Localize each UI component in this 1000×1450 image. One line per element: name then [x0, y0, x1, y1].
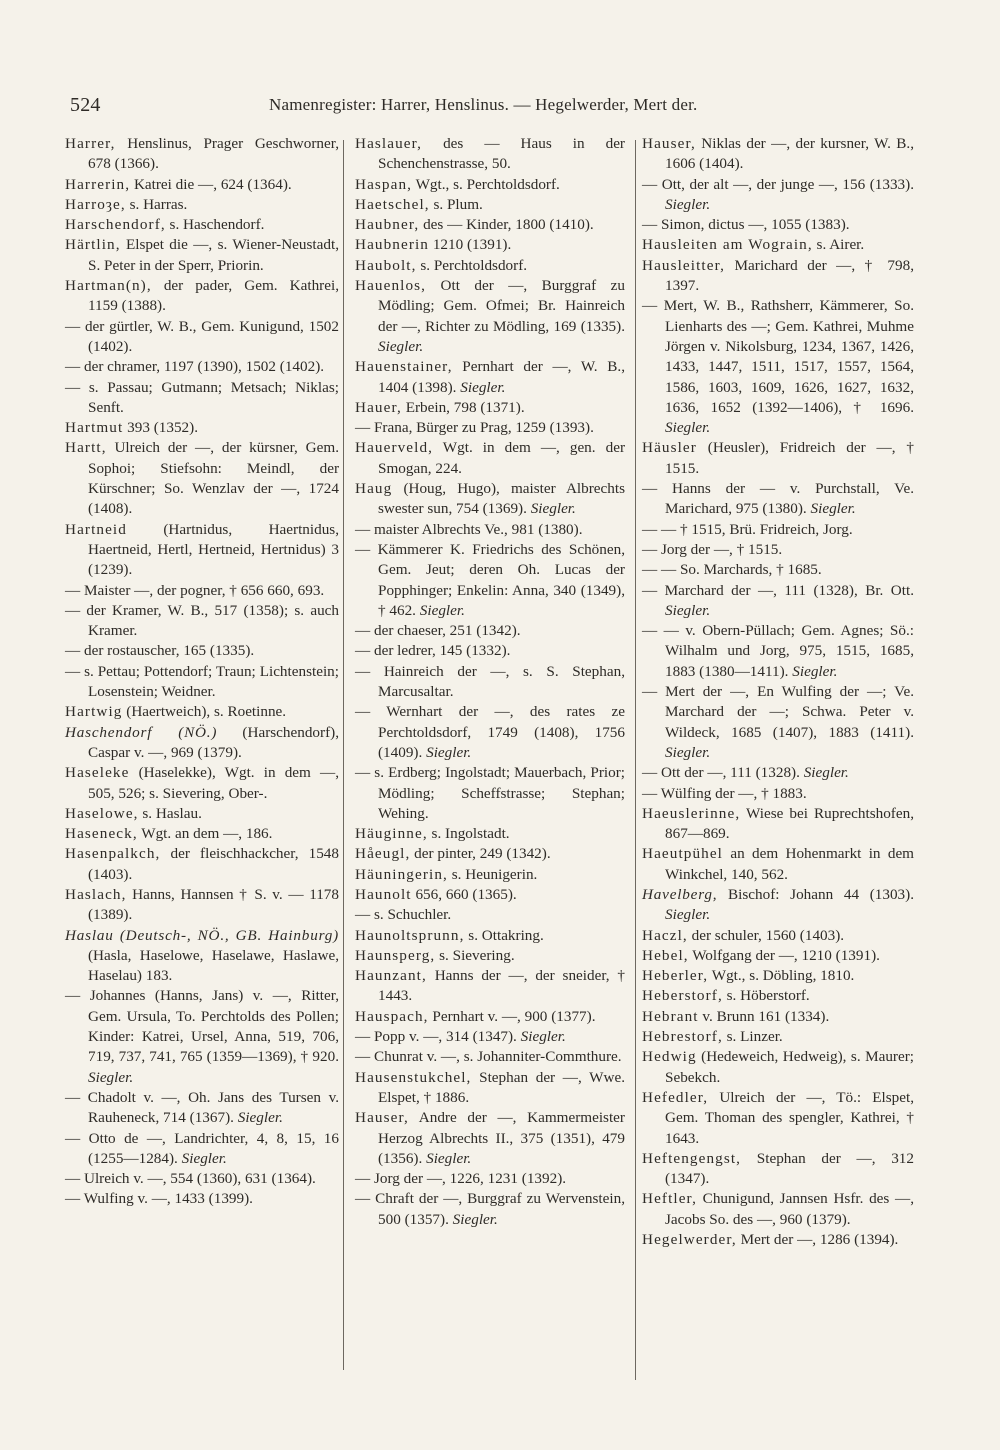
entry-text: — s. Pettau; Pottendorf; Traun; Lichtenstein; Losenstein; Weidner.	[65, 662, 339, 701]
entry-headword: Haslach,	[65, 885, 127, 903]
index-entry	[65, 195, 339, 215]
entry-text: — Chunrat v. —, s. Johanniter-Commthure.	[355, 1048, 622, 1066]
index-entry	[65, 357, 339, 377]
entry-text: Hanns der —, der sneider, † 1443.	[378, 967, 625, 1005]
index-entry	[65, 438, 339, 519]
index-entry	[355, 885, 625, 905]
entry-text: Andre der —, Kammermeister Herzog Albrechts II., 375 (1351), 479 (1356).	[378, 1109, 625, 1167]
index-entry	[355, 357, 625, 398]
entry-text: s. Perchtoldsdorf.	[416, 256, 528, 274]
index-entry	[355, 276, 625, 357]
index-column-1	[65, 134, 339, 1210]
index-entry	[642, 1007, 914, 1027]
entry-text: der fleischhackcher, 1548 (1403).	[88, 845, 339, 883]
entry-text: (Harschendorf), Caspar v. —, 969 (1379).	[88, 723, 339, 761]
entry-text: — Hanns der — v. Purchstall, Ve. Marichard, 975 (1380).	[642, 480, 914, 518]
entry-siegler: Siegler.	[665, 743, 711, 761]
entry-headword: Haspan,	[355, 175, 413, 193]
entry-text: — Maister —, der pogner, † 656 660, 693.	[65, 581, 325, 599]
entry-headword: Hauenstainer,	[355, 358, 453, 376]
index-entry	[65, 844, 339, 885]
index-entry	[642, 804, 914, 845]
entry-text: Niklas der —, der kursner, W. B., 1606 (1404).	[665, 135, 914, 173]
entry-text: — s. Passau; Gutmann; Metsach; Niklas; Senft.	[65, 378, 339, 416]
entry-text: an dem Hohenmarkt in dem Winkchel, 140, 562.	[665, 845, 914, 883]
entry-text: (Hedeweich, Hedweig), s. Maurer; Sebekch.	[665, 1048, 914, 1086]
entry-headword: Heftengengst,	[642, 1149, 742, 1167]
entry-headword: Hauer,	[355, 398, 402, 416]
entry-headword: Häuningerin,	[355, 865, 448, 883]
entry-text: — — v. Obern-Püllach; Gem. Agnes; Sö.: Wilhalm und Jorg, 975, 1515, 1685, 1883 (1380—1411).	[642, 622, 914, 680]
entry-text: — der ledrer, 145 (1332).	[355, 642, 511, 660]
entry-headword: Heberler,	[642, 967, 709, 985]
entry-headword: Hauser,	[355, 1109, 409, 1127]
entry-text: — der chramer, 1197 (1390), 1502 (1402).	[65, 358, 325, 376]
page-header	[70, 94, 930, 124]
entry-headword: Haug	[355, 480, 393, 498]
entry-text: — Ulreich v. —, 554 (1360), 631 (1364).	[65, 1170, 316, 1188]
index-entry	[355, 235, 625, 255]
entry-text: Wgt. an dem —, 186.	[137, 825, 273, 843]
entry-siegler: Siegler.	[448, 1210, 498, 1228]
entry-text: Bischof: Johann 44 (1303).	[717, 885, 914, 903]
entry-text: Pernhart v. —, 900 (1377).	[428, 1007, 596, 1025]
entry-headword: Hebrant	[642, 1007, 699, 1025]
index-entry	[355, 1027, 625, 1047]
index-entry	[65, 641, 339, 661]
entry-siegler: Siegler.	[415, 601, 465, 619]
entry-text: — Otto de —, Landrichter, 4, 8, 15, 16 (1255—1284).	[65, 1129, 339, 1167]
index-entry	[355, 946, 625, 966]
entry-text: — Popp v. —, 314 (1347).	[355, 1028, 517, 1046]
entry-text: Mert der —, 1286 (1394).	[736, 1231, 899, 1249]
entry-text: (Haertweich), s. Roetinne.	[122, 703, 287, 721]
index-entry	[65, 317, 339, 358]
entry-headword: Hedwig	[642, 1048, 697, 1066]
entry-siegler: Siegler.	[88, 1068, 134, 1086]
entry-text: — Wülfing der —, † 1883.	[642, 784, 807, 802]
entry-headword: Haslauer,	[355, 135, 423, 152]
index-entry	[642, 296, 914, 438]
index-entry	[642, 844, 914, 885]
entry-text: Wgt., s. Döbling, 1810.	[708, 967, 855, 985]
entry-text: Erbein, 798 (1371).	[401, 398, 525, 416]
entry-headword: Hasenpalkch,	[65, 845, 161, 863]
entry-text: Elspet die —, s. Wiener-Neustadt, S. Peter in der Sperr, Priorin.	[88, 236, 339, 274]
column-divider	[343, 140, 344, 1370]
entry-text: Katrei die —, 624 (1364).	[130, 175, 292, 193]
index-entry	[65, 378, 339, 419]
entry-text: — Wulfing v. —, 1433 (1399).	[65, 1190, 253, 1208]
entry-text: Ott der —, Burggraf zu Mödling; Gem. Ofmei; Br. Hainreich der —, Richter zu Mödling, 169 (1335).	[378, 277, 625, 335]
index-entry	[65, 702, 339, 722]
index-entry	[642, 1047, 914, 1088]
entry-text: Pernhart der —, W. B., 1404 (1398).	[378, 358, 625, 396]
index-entry	[355, 175, 625, 195]
index-entry	[355, 540, 625, 621]
entry-text: (Heusler), Fridreich der —, † 1515.	[665, 439, 914, 477]
entry-text: — — So. Marchards, † 1685.	[642, 561, 822, 579]
entry-headword: Hebrestorf,	[642, 1028, 723, 1046]
index-column-3	[642, 134, 914, 1250]
index-entry	[355, 763, 625, 824]
index-entry	[65, 763, 339, 804]
entry-text: — der chaeser, 251 (1342).	[355, 622, 521, 640]
entry-text: Wiese bei Ruprechtshofen, 867—869.	[665, 804, 914, 843]
entry-headword: Hauerveld,	[355, 439, 434, 457]
index-entry	[642, 926, 914, 946]
entry-text: — Simon, dictus —, 1055 (1383).	[642, 216, 850, 234]
entry-headword: Hartt,	[65, 439, 107, 457]
entry-headword: Harrerin,	[65, 175, 131, 193]
entry-headword: Haeutpühel	[642, 845, 724, 863]
entry-text: — Marchard der —, 111 (1328), Br. Ott.	[642, 581, 914, 599]
entry-siegler: Siegler.	[665, 195, 711, 213]
entry-text: s. Sievering.	[435, 946, 515, 964]
entry-text: Hanns, Hannsen † S. v. — 1178 (1389).	[88, 885, 339, 924]
entry-headword: Hartneid	[65, 520, 127, 538]
index-entry	[642, 784, 914, 804]
entry-text: — Ott, der alt —, der junge —, 156 (1333).	[642, 175, 914, 193]
index-entry	[355, 520, 625, 540]
index-entry	[355, 824, 625, 844]
entry-siegler: Siegler.	[378, 337, 424, 355]
index-entry	[355, 621, 625, 641]
entry-siegler: Siegler.	[422, 743, 472, 761]
index-entry	[65, 520, 339, 581]
index-entry	[65, 1189, 339, 1209]
index-entry	[642, 763, 914, 783]
entry-text: (Hasla, Haselowe, Haselawe, Haslawe, Haselau) 183.	[88, 946, 339, 985]
index-entry	[65, 824, 339, 844]
entry-text: — Chraft der —, Burggraf zu Wervenstein, 500 (1357).	[355, 1190, 625, 1228]
index-entry	[355, 926, 625, 946]
index-entry	[642, 520, 914, 540]
index-entry	[642, 256, 914, 297]
entry-headword-place: Haschendorf (NÖ.)	[65, 723, 218, 741]
index-entry	[65, 175, 339, 195]
index-entry	[642, 682, 914, 763]
entry-headword: Häusler	[642, 439, 697, 457]
entry-headword: Heberstorf,	[642, 987, 723, 1005]
entry-text: — — † 1515, Brü. Fridreich, Jorg.	[642, 520, 853, 538]
entry-text: 1210 (1391).	[429, 236, 512, 254]
entry-siegler: Siegler.	[806, 500, 856, 518]
entry-text: — Frana, Bürger zu Prag, 1259 (1393).	[355, 419, 594, 437]
index-entry	[642, 885, 914, 926]
entry-siegler: Siegler.	[526, 500, 576, 518]
entry-text: — Ott der —, 111 (1328).	[642, 764, 800, 782]
entry-text: Wolfgang der —, 1210 (1391).	[688, 946, 880, 964]
entry-text: s. Haslau.	[138, 804, 202, 822]
entry-text: Ulreich der —, der kürsner, Gem. Sophoi; Stiefsohn: Meindl, der Kürschner; So. Wenzlav der —, 1724 (1408).	[88, 439, 339, 518]
entry-headword: Heftler,	[642, 1190, 697, 1208]
index-entry	[642, 621, 914, 682]
entry-text: — s. Erdberg; Ingolstadt; Mauerbach, Prior; Mödling; Scheffstrasse; Stephan; Wehing.	[355, 764, 625, 822]
entry-text: Stephan der —, Wwe. Elspet, † 1886.	[378, 1068, 625, 1106]
entry-text: — Hainreich der —, s. S. Stephan, Marcusaltar.	[355, 662, 625, 701]
entry-headword-place: Havelberg,	[642, 885, 718, 903]
entry-headword: Haunolt	[355, 885, 412, 903]
index-entry	[642, 1027, 914, 1047]
index-entry	[355, 215, 625, 235]
index-column-2	[355, 134, 625, 1230]
entry-text: Ulreich der —, Tö.: Elspet, Gem. Thoman des spengler, Kathrei, † 1643.	[665, 1088, 914, 1147]
entry-text: der pader, Gem. Kathrei, 1159 (1388).	[88, 277, 339, 315]
entry-headword-place: Haslau (Deutsch-, NÖ., GB. Hainburg)	[65, 926, 339, 944]
entry-headword: Haetschel,	[355, 195, 430, 213]
entry-text: — Wernhart der —, des rates ze Perchtoldsdorf, 1749 (1408), 1756 (1409).	[355, 703, 625, 761]
index-entry	[65, 215, 339, 235]
index-entry	[355, 844, 625, 864]
index-entry	[65, 601, 339, 642]
index-entry	[355, 702, 625, 763]
entry-headword: Hausleiten am Wograin,	[642, 236, 813, 254]
entry-headword: Haubolt,	[355, 256, 417, 274]
index-entry	[642, 134, 914, 175]
entry-headword: Hauspach,	[355, 1007, 429, 1025]
entry-headword: Haseneck,	[65, 825, 138, 843]
entry-headword: Hegelwerder,	[642, 1231, 737, 1249]
entry-siegler: Siegler.	[177, 1149, 227, 1167]
entry-text: s. Harras.	[125, 195, 188, 213]
entry-headword: Häuginne,	[355, 825, 428, 843]
entry-text: 656, 660 (1365).	[411, 885, 517, 903]
entry-headword: Haunzant,	[355, 967, 427, 985]
index-entry	[355, 1169, 625, 1189]
entry-text: — der rostauscher, 165 (1335).	[65, 642, 255, 660]
entry-text: — Jorg der —, 1226, 1231 (1392).	[355, 1170, 567, 1188]
entry-headword: Hauenlos,	[355, 277, 427, 295]
entry-headword: Hartwig	[65, 703, 123, 721]
entry-headword: Harroȝe,	[65, 195, 126, 213]
entry-headword: Hebel,	[642, 946, 689, 964]
entry-headword: Haubner,	[355, 216, 420, 234]
entry-text: v. Brunn 161 (1334).	[698, 1007, 830, 1025]
entry-headword: Harschendorf,	[65, 216, 166, 234]
entry-headword: Hauser,	[642, 135, 696, 152]
entry-headword: Härtlin,	[65, 236, 121, 254]
entry-headword: Hausleitter,	[642, 256, 726, 274]
entry-siegler: Siegler.	[422, 1149, 472, 1167]
entry-headword: Hausenstukchel,	[355, 1068, 472, 1086]
entry-text: des — Haus in der Schenchenstrasse, 50.	[378, 135, 625, 173]
entry-text: s. Ingolstadt.	[427, 825, 510, 843]
index-entry	[355, 966, 625, 1007]
index-entry	[65, 885, 339, 926]
index-entry	[642, 1230, 914, 1250]
entry-text: — der Kramer, W. B., 517 (1358); s. auch Kramer.	[65, 601, 339, 640]
index-entry	[642, 946, 914, 966]
index-entry	[65, 418, 339, 438]
entry-siegler: Siegler.	[665, 419, 711, 437]
index-entry	[65, 986, 339, 1087]
entry-text: (Hartnidus, Haertnidus, Haertneid, Hertl, Hertneid, Hertnidus) 3 (1239).	[88, 520, 339, 579]
entry-text: 393 (1352).	[123, 419, 198, 437]
index-entry	[642, 1088, 914, 1149]
entry-text: s. Airer.	[812, 236, 865, 254]
entry-text: s. Heunigerin.	[447, 865, 538, 883]
running-head: Namenregister: Harrer, Henslinus. — Hegelwerder, Mert der.	[269, 95, 698, 114]
index-entry	[65, 276, 339, 317]
index-entry	[355, 641, 625, 661]
entry-text: — s. Schuchler.	[355, 906, 452, 924]
index-entry	[642, 1149, 914, 1190]
entry-headword: Hartman(n),	[65, 277, 152, 295]
index-entry	[355, 1108, 625, 1169]
index-entry	[642, 986, 914, 1006]
index-entry	[355, 662, 625, 703]
index-entry	[355, 195, 625, 215]
index-entry	[642, 438, 914, 479]
entry-siegler: Siegler.	[665, 601, 711, 619]
entry-text: s. Plum.	[429, 195, 483, 213]
index-entry	[65, 1169, 339, 1189]
index-entry	[355, 1189, 625, 1230]
entry-text: (Haselekke), Wgt. in dem —, 505, 526; s. Sievering, Ober-.	[88, 764, 339, 802]
entry-text: — Jorg der —, † 1515.	[642, 540, 783, 558]
entry-headword: Hartmut	[65, 419, 124, 437]
entry-text: der schuler, 1560 (1403).	[687, 926, 845, 944]
index-entry	[355, 134, 625, 175]
index-entry	[65, 235, 339, 276]
index-entry	[355, 1007, 625, 1027]
entry-headword: Haeuslerinne,	[642, 804, 741, 822]
index-entry	[355, 865, 625, 885]
entry-text: s. Linzer.	[722, 1028, 783, 1046]
index-entry	[355, 1068, 625, 1109]
index-entry	[642, 235, 914, 255]
index-entry	[355, 398, 625, 418]
index-entry	[65, 134, 339, 175]
entry-headword: Hefedler,	[642, 1088, 709, 1106]
entry-headword: Haczl,	[642, 926, 688, 944]
entry-text: (Houg, Hugo), maister Albrechts swester sun, 754 (1369).	[378, 480, 625, 518]
index-entry	[65, 581, 339, 601]
entry-text: Chunigund, Jannsen Hsfr. des —, Jacobs So. des —, 960 (1379).	[665, 1190, 914, 1228]
entry-headword: Haunsperg,	[355, 946, 436, 964]
index-entry	[355, 1047, 625, 1067]
index-entry	[65, 926, 339, 987]
entry-headword: Håeugl,	[355, 845, 411, 863]
index-entry	[642, 560, 914, 580]
entry-text: — Kämmerer K. Friedrichs des Schönen, Gem. Jeut; deren Oh. Lucas der Popphinger; Enkelin: Anna, 340 (1349), † 462.	[355, 540, 625, 619]
index-entry	[355, 438, 625, 479]
index-entry	[642, 1189, 914, 1230]
index-entry	[642, 581, 914, 622]
entry-text: s. Höberstorf.	[722, 987, 810, 1005]
entry-siegler: Siegler.	[233, 1109, 283, 1127]
index-entry	[642, 215, 914, 235]
entry-headword: Haubnerin	[355, 236, 430, 254]
entry-text: s. Haschendorf.	[165, 216, 265, 234]
entry-text: — der gürtler, W. B., Gem. Kunigund, 1502 (1402).	[65, 317, 339, 355]
entry-text: s. Ottakring.	[464, 926, 544, 944]
index-entry	[65, 804, 339, 824]
entry-text: der pinter, 249 (1342).	[410, 845, 551, 863]
entry-siegler: Siegler.	[788, 662, 838, 680]
index-entry	[65, 662, 339, 703]
entry-text: Wgt., s. Perchtoldsdorf.	[412, 175, 560, 193]
entry-text: — maister Albrechts Ve., 981 (1380).	[355, 520, 583, 538]
index-entry	[355, 905, 625, 925]
entry-text: — Johannes (Hanns, Jans) v. —, Ritter, Gem. Ursula, To. Perchtolds des Pollen; Kinder: Katrei, Ursel, Anna, 519, 706, 719, 737, 741, 765 (1359—1369), † 920.	[65, 987, 339, 1066]
entry-siegler: Siegler.	[665, 906, 711, 924]
index-entry	[642, 966, 914, 986]
index-entry	[355, 418, 625, 438]
index-entry	[642, 479, 914, 520]
entry-text: Stephan der —, 312 (1347).	[665, 1149, 914, 1188]
entry-text: — Mert, W. B., Rathsherr, Kämmerer, So. Lienharts des —; Gem. Kathrei, Muhme Jörgen v. Nikolsburg, 1234, 1367, 1426, 1433, 1447, 1511, 1517, 1557, 1564, 1586, 1603, 1609, 1626, 1627, 1632, 1636, 1652 (1392—1406), † 1696.	[642, 297, 914, 416]
page-number: 524	[70, 94, 101, 116]
entry-text: — Chadolt v. —, Oh. Jans des Tursen v. Rauheneck, 714 (1367).	[65, 1088, 339, 1127]
entry-headword: Haselowe,	[65, 804, 139, 822]
entry-siegler: Siegler.	[799, 764, 849, 782]
entry-siegler: Siegler.	[516, 1028, 566, 1046]
entry-headword: Harrer,	[65, 135, 116, 152]
entry-text: — Mert der —, En Wulfing der —; Ve. Marchard der —; Schwa. Peter v. Wildeck, 1685 (1407), 1883 (1411).	[642, 683, 914, 741]
index-entry	[65, 723, 339, 764]
index-entry	[355, 479, 625, 520]
index-entry	[65, 1129, 339, 1170]
entry-headword: Haunoltsprunn,	[355, 926, 465, 944]
index-entry	[642, 175, 914, 216]
entry-text: des — Kinder, 1800 (1410).	[419, 216, 594, 234]
column-divider	[635, 140, 636, 1380]
entry-headword: Haseleke	[65, 764, 130, 782]
entry-siegler: Siegler.	[456, 378, 506, 396]
entry-text: Wgt. in dem —, gen. der Smogan, 224.	[378, 439, 625, 477]
entry-text: Henslinus, Prager Geschworner, 678 (1366).	[88, 135, 339, 173]
index-entry	[65, 1088, 339, 1129]
index-entry	[355, 256, 625, 276]
index-entry	[642, 540, 914, 560]
entry-text: Marichard der —, † 798, 1397.	[665, 256, 914, 295]
